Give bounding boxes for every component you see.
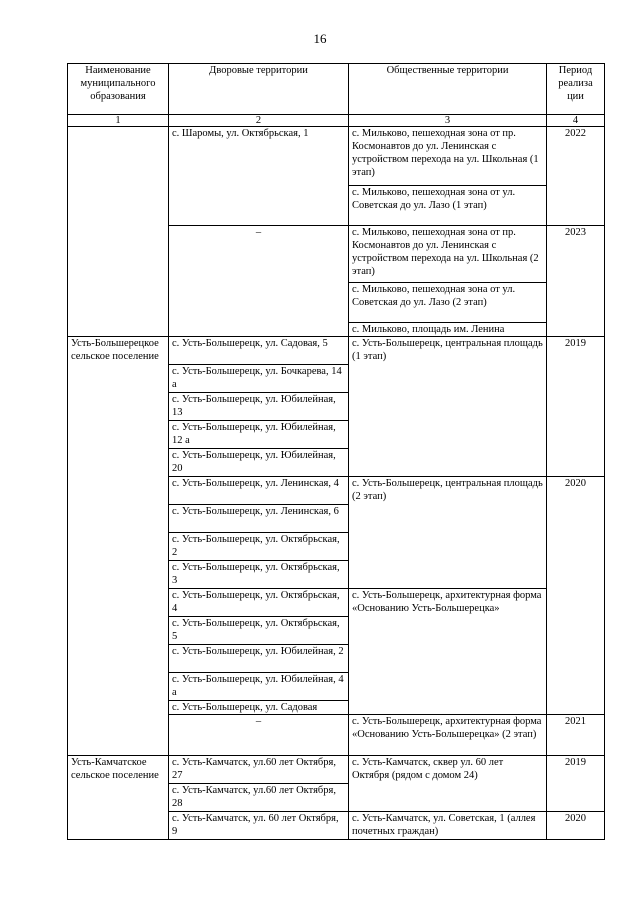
yard-territory-cell: с. Усть-Большерецк, ул. Садовая [169,701,349,715]
page-number: 16 [313,31,327,46]
yard-territory-cell: с. Усть-Большерецк, ул. Юбилейная, 12 а [169,421,349,449]
public-territory-cell: с. Усть-Большерецк, центральная площадь (2 этап) [349,477,547,589]
yard-territory-cell: – [169,715,349,756]
period-cell: 2023 [547,226,605,337]
column-number: 1 [68,115,169,127]
yard-territory-cell: с. Усть-Большерецк, ул. Октябрьская, 5 [169,617,349,645]
period-cell: 2020 [547,477,605,715]
yard-territory-cell: с. Усть-Камчатск, ул. 60 лет Октября, 9 [169,812,349,840]
header-municipality: Наименование муниципального образования [68,64,169,115]
municipality-cell: Усть-Камчатское сельское поселение [68,756,169,840]
column-number: 4 [547,115,605,127]
yard-territory-cell: с. Усть-Камчатск, ул.60 лет Октября, 28 [169,784,349,812]
public-territory-cell: с. Усть-Большерецк, центральная площадь (1 этап) [349,337,547,477]
period-cell: 2022 [547,127,605,226]
yard-territory-cell: с. Усть-Большерецк, ул. Юбилейная, 13 [169,393,349,421]
public-territory-cell: с. Усть-Камчатск, сквер ул. 60 лет Октября (рядом с домом 24) [349,756,547,812]
yard-territory-cell: с. Усть-Большерецк, ул. Юбилейная, 20 [169,449,349,477]
header-row [68,64,605,115]
yard-territory-cell: с. Усть-Большерецк, ул. Юбилейная, 2 [169,645,349,673]
yard-territory-cell: с. Усть-Большерецк, ул. Ленинская, 4 [169,477,349,505]
territories-table [67,63,605,840]
public-territory-cell: с. Мильково, площадь им. Ленина [349,323,547,337]
period-cell: 2021 [547,715,605,756]
yard-territory-cell: с. Усть-Большерецк, ул. Ленинская, 6 [169,505,349,533]
header-period: Период реализа ции [547,64,605,115]
yard-territory-cell: с. Усть-Большерецк, ул. Садовая, 5 [169,337,349,365]
public-territory-cell: с. Усть-Большерецк, архитектурная форма «Основанию Усть-Большерецка» (2 этап) [349,715,547,756]
table-row [68,127,605,186]
yard-territory-cell: с. Усть-Большерецк, ул. Юбилейная, 4 а [169,673,349,701]
municipality-cell [68,127,169,337]
yard-territory-cell: с. Усть-Большерецк, ул. Бочкарева, 14 а [169,365,349,393]
yard-territory-cell: с. Усть-Большерецк, ул. Октябрьская, 4 [169,589,349,617]
header-public-territories: Общественные территории [349,64,547,115]
public-territory-cell: с. Усть-Большерецк, архитектурная форма «Основанию Усть-Большерецка» [349,589,547,715]
period-cell: 2019 [547,756,605,812]
yard-territory-cell: с. Шаромы, ул. Октябрьская, 1 [169,127,349,226]
column-number: 3 [349,115,547,127]
public-territory-cell: с. Усть-Камчатск, ул. Советская, 1 (аллея почетных граждан) [349,812,547,840]
period-cell: 2019 [547,337,605,477]
period-cell: 2020 [547,812,605,840]
public-territory-cell: с. Мильково, пешеходная зона от пр. Космонавтов до ул. Ленинская с устройством перехода на ул. Школьная (1 этап) [349,127,547,186]
table-row [68,756,605,784]
public-territory-cell: с. Мильково, пешеходная зона от ул. Советская до ул. Лазо (2 этап) [349,283,547,323]
public-territory-cell: с. Мильково, пешеходная зона от ул. Советская до ул. Лазо (1 этап) [349,186,547,226]
yard-territory-cell: с. Усть-Большерецк, ул. Октябрьская, 2 [169,533,349,561]
column-number-row [68,115,605,127]
yard-territory-cell: с. Усть-Камчатск, ул.60 лет Октября, 27 [169,756,349,784]
table-row [68,337,605,365]
municipality-cell: Усть-Большерецкое сельское поселение [68,337,169,756]
column-number: 2 [169,115,349,127]
header-yard-territories: Дворовые территории [169,64,349,115]
yard-territory-cell: с. Усть-Большерецк, ул. Октябрьская, 3 [169,561,349,589]
yard-territory-cell: – [169,226,349,337]
public-territory-cell: с. Мильково, пешеходная зона от пр. Космонавтов до ул. Ленинская с устройством перехода на ул. Школьная (2 этап) [349,226,547,283]
